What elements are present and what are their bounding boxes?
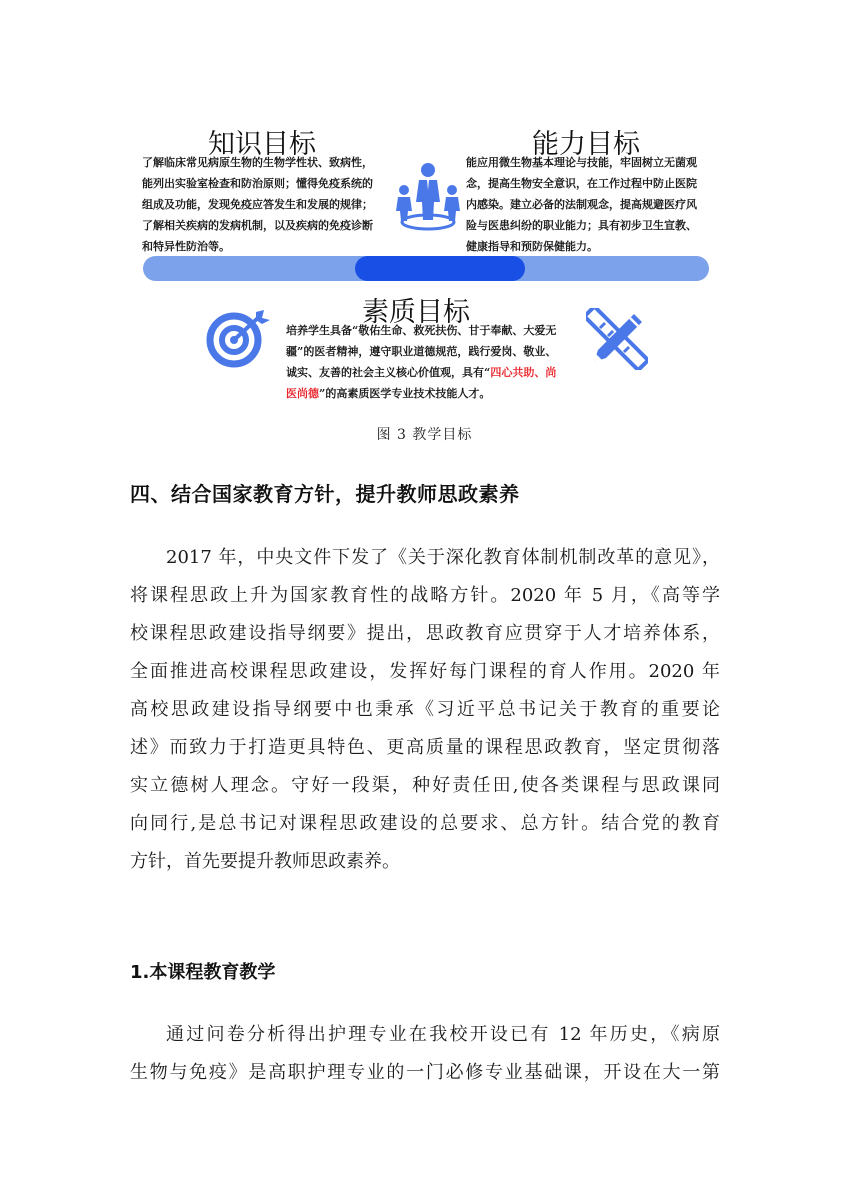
knowledge-goal-text	[142, 152, 388, 257]
quality-goal-title: 素质目标	[362, 297, 470, 328]
quality-line	[286, 383, 578, 404]
quality-line	[286, 362, 578, 383]
quality-line: 疆”的医者精神，遵守职业道德规范，践行爱岗、敬业、	[286, 345, 557, 358]
paragraph-line: 全面推进高校课程思政建设，发挥好每门课程的育人作用。2020 年	[130, 661, 720, 682]
knowledge-line: 组成及功能，发现免疫应答发生和发展的规律；	[142, 198, 373, 211]
team-people-icon	[392, 160, 464, 232]
ability-line: 险与医患纠纷的职业能力；具有初步卫生宣教、	[466, 219, 697, 232]
target-icon	[204, 308, 274, 368]
knowledge-line: 和特异性防治等。	[142, 240, 230, 253]
paragraph-line: 方针，首先要提升教师思政素养。	[130, 851, 400, 872]
subsection-heading: 1.本课程教育教学	[130, 962, 276, 983]
goals-divider-bar-highlight	[355, 256, 525, 281]
paragraph-line: 向同行,是总书记对课程思政建设的总要求、总方针。结合党的教育	[130, 813, 720, 834]
knowledge-line: 了解相关疾病的发病机制，以及疾病的免疫诊断	[142, 219, 373, 232]
ability-line: 内感染。建立必备的法制观念，提高规避医疗风	[466, 198, 697, 211]
ability-line: 能应用微生物基本理论与技能，牢固树立无菌观	[466, 156, 697, 169]
pencil-ruler-icon	[586, 308, 648, 370]
quality-goal-text	[286, 320, 578, 404]
quality-text: 诚实、友善的社会主义核心价值观，具有“	[286, 366, 491, 379]
paragraph-line: 2017 年，中央文件下发了《关于深化教育体制机制改革的意见》，	[166, 547, 720, 568]
goals-divider-bar	[143, 256, 709, 281]
teaching-goals-figure	[0, 0, 849, 460]
paragraph-line: 高校思政建设指导纲要中也秉承《习近平总书记关于教育的重要论	[130, 699, 720, 720]
ability-line: 念，提高生物安全意识，在工作过程中防止医院	[466, 177, 697, 190]
paragraph-line: 实立德树人理念。守好一段渠，种好责任田,使各类课程与思政课同	[130, 775, 720, 796]
section-heading: 四、结合国家教育方针，提升教师思政素养	[130, 482, 520, 506]
quality-highlight: 医尚德	[286, 387, 319, 400]
quality-highlight: 四心共助、尚	[490, 366, 557, 379]
ability-goal-text	[466, 152, 716, 257]
paragraph-line: 生物与免疫》是高职护理专业的一门必修专业基础课，开设在大一第	[130, 1062, 720, 1083]
paragraph-line: 通过问卷分析得出护理专业在我校开设已有 12 年历史，《病原	[166, 1024, 720, 1045]
paragraph-line: 将课程思政上升为国家教育性的战略方针。2020 年 5 月，《高等学	[130, 585, 720, 606]
ability-goal-title: 能力目标	[532, 129, 640, 160]
figure-caption: 图 3 教学目标	[376, 427, 473, 443]
subsection-paragraph	[130, 1016, 720, 1092]
paragraph-line: 述》而致力于打造更具特色、更高质量的课程思政教育，坚定贯彻落	[130, 737, 720, 758]
knowledge-goal-title: 知识目标	[208, 129, 316, 160]
quality-line: 培养学生具备“敬佑生命、救死扶伤、甘于奉献、大爱无	[286, 324, 557, 337]
section-paragraph	[130, 539, 720, 881]
knowledge-line: 了解临床常见病原生物的生物学性状、致病性，	[142, 156, 373, 169]
ability-line: 健康指导和预防保健能力。	[466, 240, 598, 253]
knowledge-line: 能列出实验室检查和防治原则；懂得免疫系统的	[142, 177, 373, 190]
paragraph-line: 校课程思政建设指导纲要》提出，思政教育应贯穿于人才培养体系，	[130, 623, 720, 644]
quality-text: ”的高素质医学专业技术技能人才。	[319, 387, 491, 400]
